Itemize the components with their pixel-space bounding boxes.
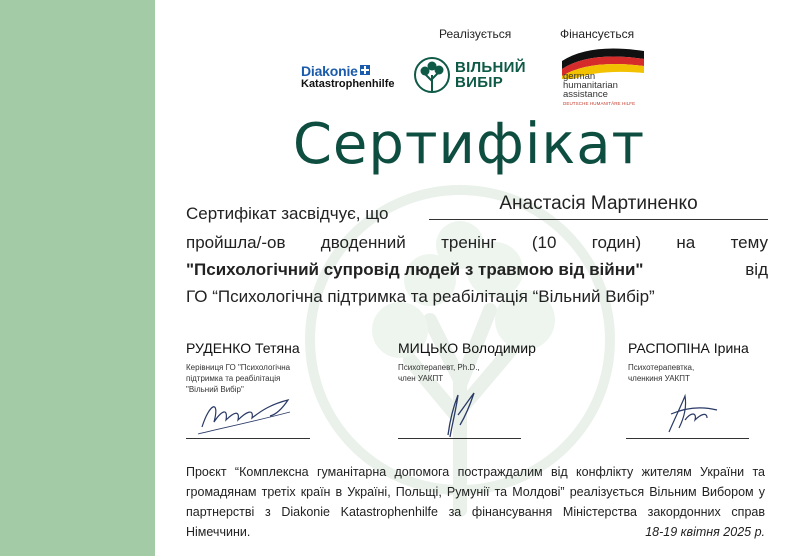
signatory-2 [398, 340, 536, 384]
recipient-name: Анастасія Мартиненко [499, 193, 698, 214]
training-line: пройшла/-ов дводенний тренінг (10 годин) на тему [186, 233, 768, 252]
signatory-role: Психотерапевт, Ph.D., [398, 363, 480, 372]
signatory-role: член УАКПТ [398, 374, 444, 383]
signatory-name: МИЦЬКО Володимир [398, 340, 536, 356]
signatory-name: РУДЕНКО Тетяна [186, 340, 300, 356]
from-text: від [745, 260, 768, 279]
diakonie-name: Diakonie [301, 63, 358, 79]
signature-2-icon [430, 385, 490, 443]
gha-line3: assistance [563, 89, 608, 100]
recipient-underline [429, 219, 768, 220]
topic-line [186, 260, 768, 280]
signature-line-1 [186, 438, 310, 439]
gha-line4: DEUTSCHE HUMANITÄRE HILFE [563, 101, 636, 106]
vybir-text: ВИБІР [455, 74, 504, 91]
gha-line2: humanitarian [563, 80, 618, 91]
training-date: 18-19 квітня 2025 р. [645, 525, 765, 539]
german-humanitarian-assistance-logo [560, 47, 650, 107]
signatory-3 [628, 340, 749, 384]
signature-line-2 [398, 438, 521, 439]
left-green-stripe [0, 0, 155, 556]
certificate-title: Сертифікат [292, 112, 646, 177]
signatory-name: РАСПОПІНА Ірина [628, 340, 749, 356]
intro-text: Сертифікат засвідчує, що [186, 204, 389, 223]
signature-1-icon [192, 392, 302, 442]
signatory-role: "Вільний Вибір" [186, 385, 244, 394]
implemented-label: Реалізується [439, 27, 512, 41]
financed-label: Фінансується [560, 27, 635, 41]
signatory-role: Психотерапевтка, [628, 363, 695, 372]
gha-line1: german [563, 71, 596, 82]
signatory-1 [186, 340, 300, 395]
signatory-role: підтримка та реабілітація [186, 374, 281, 383]
signatory-role: членкиня УАКПТ [628, 374, 690, 383]
signature-3-icon [655, 390, 735, 440]
signatory-role: Керівниця ГО "Психологічна [186, 363, 291, 372]
diakonie-subname: Katastrophenhilfe [301, 78, 395, 90]
organization-line: ГО “Психологічна підтримка та реабілітація “Вільний Вибір” [186, 287, 655, 306]
diakonie-logo [301, 63, 395, 90]
project-description: Проєкт “Комплексна гуманітарна допомога постраждалим від конфлікту жителям України та громадянам третіх країн в Україні, Польщі, Румунії та Молдові” реалізується Вільним Вибором у партнерстві з Diakonie Katastrophenhilfe за фінансування Міністерства закордонних справ Німеччини. [186, 465, 765, 539]
tree-logo-icon [414, 55, 450, 95]
cross-icon [360, 65, 370, 75]
signature-line-3 [626, 438, 749, 439]
vilnyi-text: ВІЛЬНИЙ [455, 59, 526, 76]
training-topic: "Психологічний супровід людей з травмою від війни" [186, 260, 644, 279]
